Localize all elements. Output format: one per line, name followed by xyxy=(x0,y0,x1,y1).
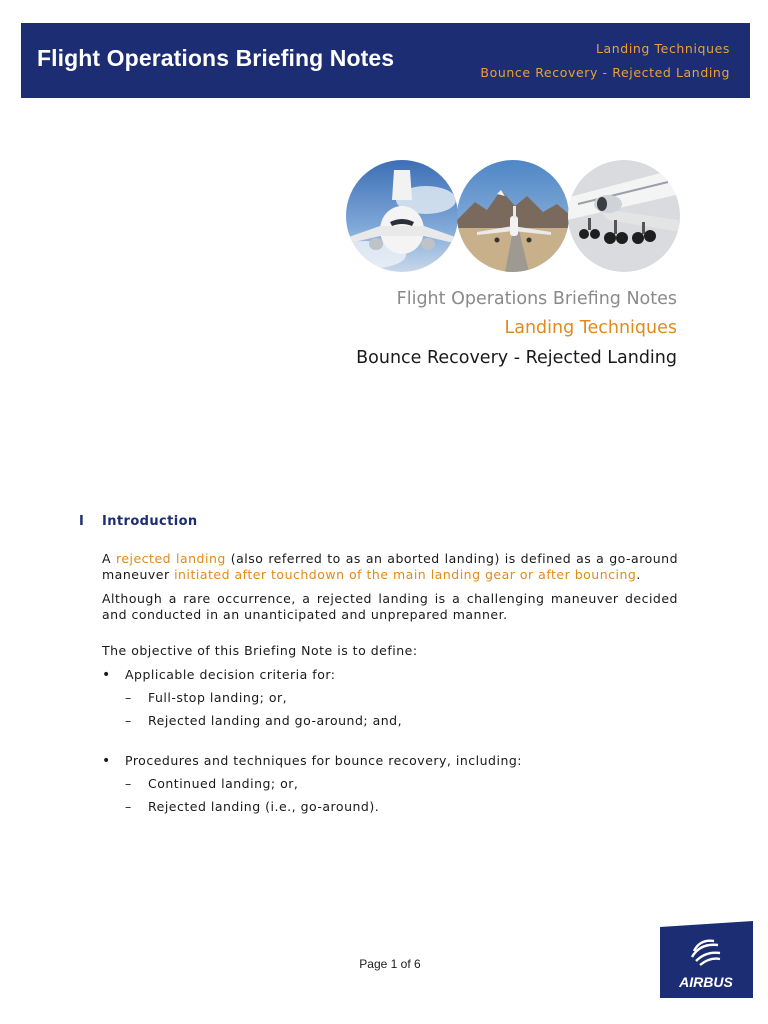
list-subitem: Continued landing; or, xyxy=(148,776,299,791)
airbus-logo xyxy=(660,921,753,998)
list-bullet: • xyxy=(102,667,111,683)
header-banner xyxy=(21,23,750,98)
cover-subject: Bounce Recovery - Rejected Landing xyxy=(356,348,677,368)
list-subitem: Rejected landing and go-around; and, xyxy=(148,713,403,728)
intro-paragraph-definition: A rejected landing (also referred to as an aborted landing) is defined as a go-around maneuver initiated after touchdown of the main landing gear or after bouncing. xyxy=(102,551,679,582)
section-number: I xyxy=(79,514,84,529)
list-item: Procedures and techniques for bounce recovery, including: xyxy=(125,753,523,768)
list-dash: – xyxy=(125,776,132,791)
cover-series-title: Flight Operations Briefing Notes xyxy=(396,289,677,309)
aircraft-landing-gear-photo xyxy=(568,160,680,272)
cover-photos xyxy=(346,160,680,272)
list-item: Applicable decision criteria for: xyxy=(125,667,336,682)
header-subtopic: Bounce Recovery - Rejected Landing xyxy=(480,65,730,80)
list-dash: – xyxy=(125,799,132,814)
rejected-landing-term: rejected landing xyxy=(115,551,226,566)
header-topic: Landing Techniques xyxy=(595,41,730,56)
page-number: Page 1 of 6 xyxy=(359,957,421,971)
list-subitem: Full-stop landing; or, xyxy=(148,690,288,705)
airbus-logo-text: AIRBUS xyxy=(679,974,733,990)
cover-topic: Landing Techniques xyxy=(504,318,677,338)
aircraft-front-photo xyxy=(346,160,458,272)
aircraft-runway-photo xyxy=(457,160,569,272)
intro-paragraph-objective: The objective of this Briefing Note is to define: xyxy=(102,643,418,658)
list-subitem: Rejected landing (i.e., go-around). xyxy=(148,799,380,814)
list-dash: – xyxy=(125,713,132,728)
touchdown-criterion-highlight: initiated after touchdown of the main landing gear or after bouncing xyxy=(174,567,637,582)
intro-paragraph-rare-occurrence: Although a rare occurrence, a rejected landing is a challenging maneuver decided and conducted in an unanticipated and unprepared manner. xyxy=(102,591,678,622)
list-dash: – xyxy=(125,690,132,705)
list-bullet: • xyxy=(102,753,111,769)
section-title: Introduction xyxy=(102,514,198,529)
header-title: Flight Operations Briefing Notes xyxy=(37,45,395,71)
